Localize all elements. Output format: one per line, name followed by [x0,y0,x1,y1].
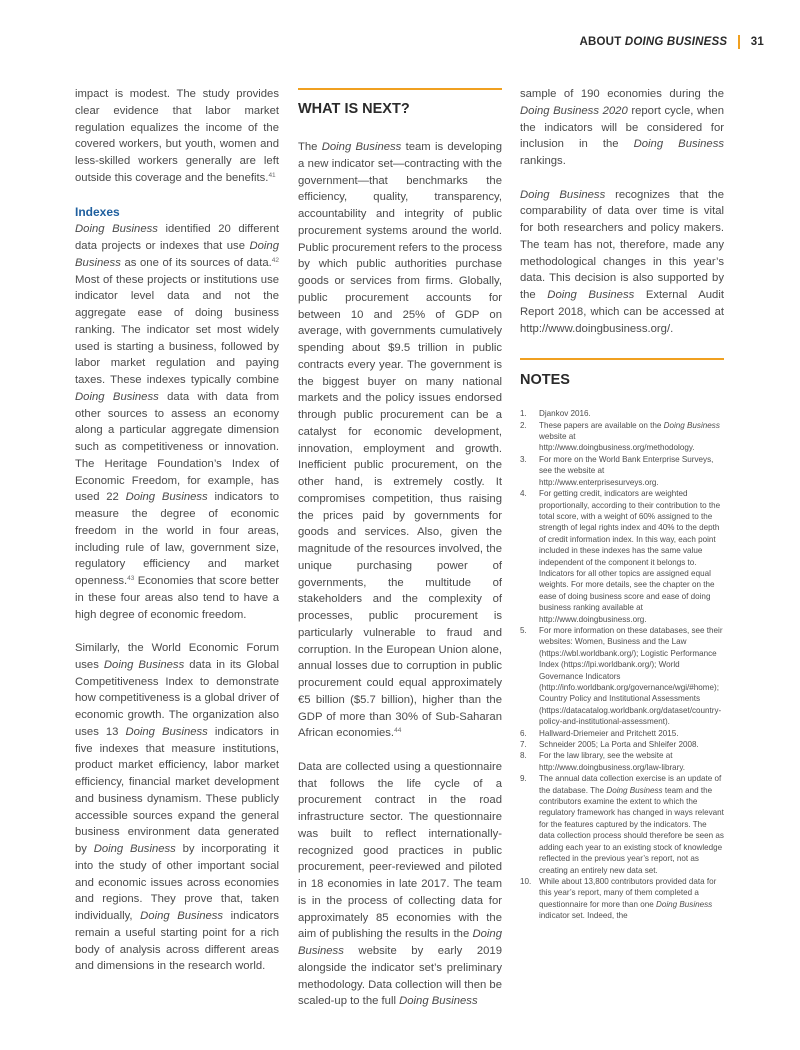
note-number: 8. [520,751,527,761]
paragraph: Data are collected using a questionnaire that follows the life cycle of a procurement contract in the road infrastructure sector. The questionnaire was built to reflect internationally-recognized good practices in public procurement, peer-reviewed and piloted in 18 economies in late 2017. The team is in the process of collecting data for approximately 85 economies with the aim of publishing the results in the Doing Business website by early 2019 alongside the indicator set’s preliminary methodology. Data collection will then be scaled-up to the full Doing Business [298,760,502,1008]
running-head [580,35,764,49]
italic-text: Doing Business [75,240,279,269]
paragraph: The Doing Business team is developing a new indicator set—contracting with the government—that benchmarks the efficiency, quality, transparency, accountability and integrity of public procurement systems around the world. Public procurement refers to the process by which public authorities purchase goods or services from firms. Globally, public procurement accounts for between 10 and 25% of GDP on average, with governments cumulatively spending about $9.5 trillion in public contracts every year. The government is the biggest buyer on many national markets and the policy issues endorsed through public procurement can be a catalyst for economic development, innovation, employment and growth. Inefficient public procurement, on the other hand, is extremely costly. It compromises competition, thus raising the prices paid by governments for goods and services. Also, given the magnitude of the resources involved, the unique purchasing power of governments, the multitude of stakeholders and the complexity of processes, public procurement is particularly vulnerable to fraud and corruption. In the European Union alone, annual losses due to corruption in public procurement could equal approximately €5 billion ($5.7 billion), higher than the GDP of more than 30% of Sub-Saharan African economies.$^{44}$ [298,141,502,740]
note-number: 5. [520,625,527,635]
note-text: Hallward-Driemeier and Pritchett 2015. [539,728,679,738]
italic-text: Doing Business [655,899,713,909]
running-head-divider [738,35,740,49]
italic-text: Doing Business [399,995,478,1008]
section-rule [520,358,724,360]
footnote-reference: 41 [268,171,276,179]
note-number: 2. [520,420,527,430]
section-rule [298,88,502,90]
note-item [520,728,724,739]
note-text: Schneider 2005; La Porta and Shleifer 2008. [539,740,699,750]
page-number: 31 [750,36,764,48]
note-text: For more on the World Bank Enterprise Surveys, see the website at http://www.enterprisesurveys.org. [539,454,714,487]
note-number: 10. [520,876,532,886]
note-number: 7. [520,740,527,750]
note-text: These papers are available on the Doing Business website at http://www.doingbusiness.org/methodology. [539,420,720,453]
italic-text: Doing Business 2020 [520,104,628,117]
italic-text: Doing Business [75,223,158,236]
italic-text: Doing Business [321,141,402,153]
note-item [520,420,724,454]
footnote-reference: 43 [127,575,135,582]
note-item [520,773,724,876]
note-number: 3. [520,454,527,464]
italic-text: Doing Business [125,491,208,504]
running-head-label: ABOUT DOING BUSINESS [579,36,728,48]
italic-text: Doing Business [547,289,635,301]
note-item [520,454,724,488]
note-item [520,739,724,750]
notes-section [520,358,724,921]
note-text: For getting credit, indicators are weighted proportionally, according to their contribution to the total score, with a weight of 60% assigned to the strength of legal rights index and 40% to the depth of credit information index. In this way, each point included in these indexes has the same value independent of the component it belongs to. Indicators for all other topics are assigned equal weights. For more details, see the chapter on the ease of doing business score and ease of doing business ranking available at http://www.doingbusiness.org. [539,489,721,624]
italic-text: Doing Business [103,658,185,671]
column-3 [520,86,724,922]
note-number: 1. [520,409,527,419]
note-text: While about 13,800 contributors provided data for this year’s report, many of them completed a questionnaire for more than one Doing Business indicator set. Indeed, the [539,876,717,921]
italic-text: Doing Business [93,843,176,855]
note-text: The annual data collection exercise is an update of the database. The Doing Business team and the contributors examine the extent to which the regulatory framework has changed in ways relevant for the features captured by the indicators. The data collection process should therefore be seen as adding each year to an existing stock of knowledge reflected in the previous year’s report, not as creating an entirely new data set. [539,774,724,875]
italic-text: Doing Business [125,725,208,738]
note-item [520,488,724,625]
paragraph: sample of 190 economies during the Doing Business 2020 report cycle, when the indicators will be considered for inclusion in the Doing Business rankings. [520,88,724,167]
notes-list [520,408,724,921]
footnote-reference: 42 [271,256,279,264]
italic-text: Doing Business [520,188,606,201]
section-title-what-is-next: WHAT IS NEXT? [298,101,410,117]
section-subheading-indexes: Indexes [75,204,120,219]
italic-text: Doing Business [75,390,159,403]
note-number: 6. [520,728,527,738]
note-text: For more information on these databases, see their websites: Women, Business and the Law (https://wbl.worldbank.org/); Logistic Performance Index (https://lpi.worldbank.org/); World Governance Indicators (http://info.worldbank.org/governance/wgi/#home); Country Policy and Institutional Assessments (https://datacatalog.worldbank.org/dataset/country-policy-and-institutional-assessment). [539,625,723,727]
italic-text: Doing Business [140,910,224,922]
paragraph: Similarly, the World Economic Forum uses Doing Business data in its Global Competitiveness Index to demonstrate how competitiveness is a global driver of economic growth. The organization also uses 13 Doing Business indicators in five indexes that measure institutions, product market efficiency, labor market efficiency, financial market development and business dynamism. These publicly accessible sources expand the general business environment data generated by Doing Business by incorporating it into the study of other important social and economic issues across economies and regions. They prove that, taken individually, Doing Business indicators remain a useful starting point for a rich body of analysis across different areas and dimensions in the research world. [75,642,279,973]
paragraph: Doing Business recognizes that the comparability of data over time is vital for both researchers and policy makers. The team has not, therefore, made any methodological changes in this year’s data. This decision is also supported by the Doing Business External Audit Report 2018, which can be accessed at http://www.doingbusiness.org/. [520,188,724,335]
paragraph: impact is modest. The study provides clear evidence that labor market regulation equalizes the income of the covered workers, but youth, women and less-skilled workers generally are left outside this coverage and the benefits.$^{41}$ [75,88,279,184]
note-number: 9. [520,774,527,784]
italic-text: Doing Business [606,785,663,795]
italic-text: Doing Business [663,420,720,430]
note-item [520,625,724,728]
paragraph: Doing Business identified 20 different data projects or indexes that use Doing Business as one of its sources of data.$^{42}$ Most of these projects or institutions use indicator level data and not the aggregate ease of doing business ranking. The indicator set most widely used is starting a business, followed by labor market regulation and paying taxes. These indexes typically combine Doing Business data with data from other sources to assess an economy along a particular aggregate dimension such as competitiveness or innovation. The Heritage Foundation’s Index of Economic Freedom, for example, has used 22 Doing Business indicators to measure the degree of economic freedom in the world in four areas, including rule of law, government size, regulatory efficiency and market openness.$^{43}$ Economies that score better in these four areas also tend to have a high degree of economic freedom. [75,223,279,621]
notes-title: NOTES [520,372,570,389]
note-item [520,750,724,773]
column-2 [298,86,502,1010]
note-item [520,876,724,922]
note-number: 4. [520,489,527,499]
note-item [520,408,724,419]
note-text: For the law library, see the website at http://www.doingbusiness.org/law-library. [539,751,686,772]
italic-text: Doing Business [633,138,724,151]
column-1 [75,86,279,975]
footnote-reference: 44 [394,727,402,735]
note-text: Djankov 2016. [539,409,591,419]
italic-text: Doing Business [298,928,502,957]
